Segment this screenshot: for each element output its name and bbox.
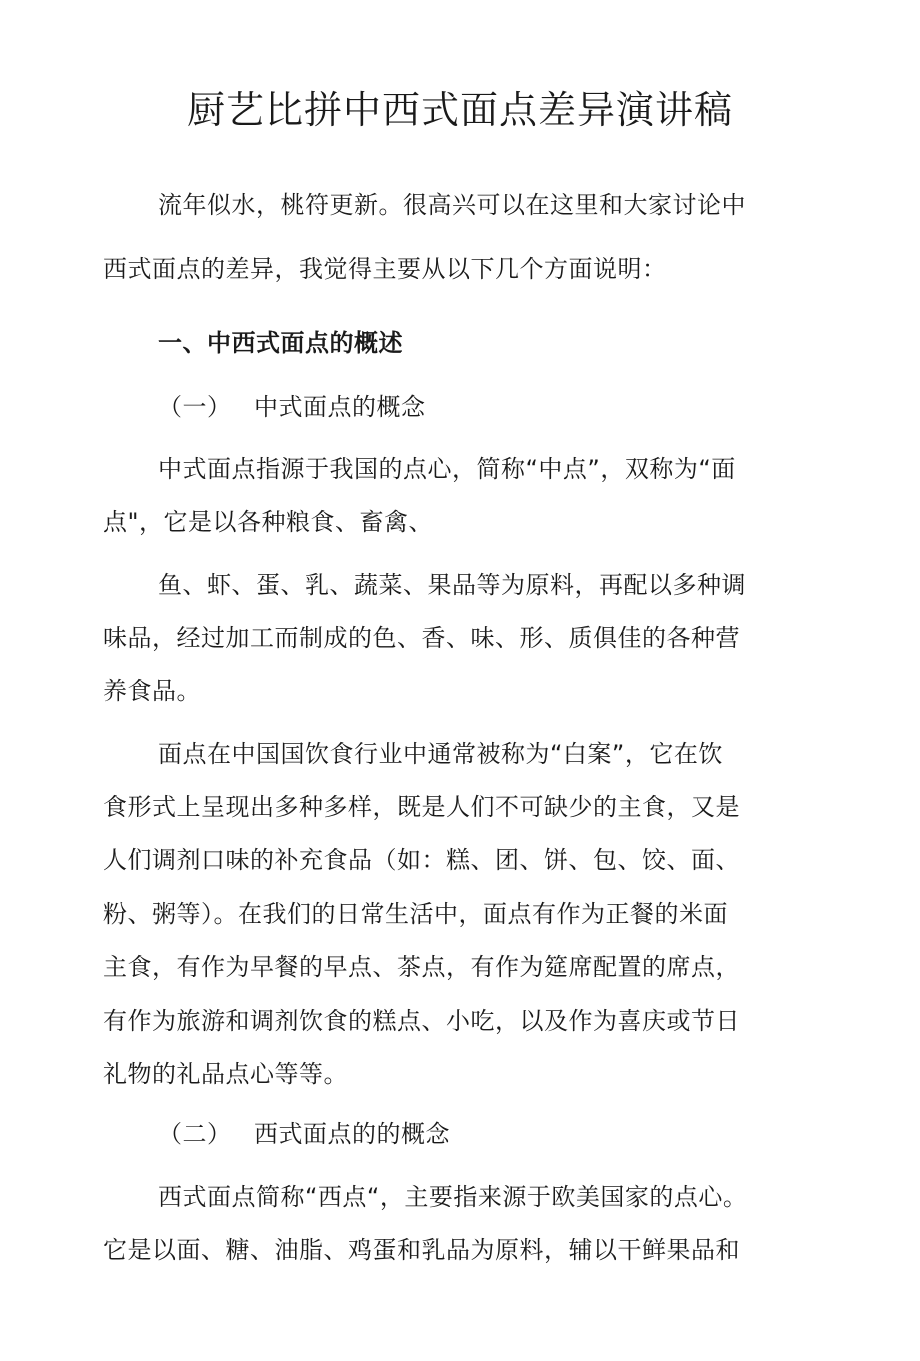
subsection-number: （二） bbox=[158, 1120, 232, 1148]
paragraph-line: 西式面点简称“西点“，主要指来源于欧美国家的点心。 bbox=[158, 1183, 748, 1211]
paragraph-line: 人们调剂口味的补充食品（如：糕、团、饼、包、饺、面、 bbox=[103, 846, 740, 874]
document-title: 厨艺比拼中西式面点差异演讲稿 bbox=[186, 88, 733, 132]
subsection-label: 中式面点的概念 bbox=[254, 393, 426, 421]
paragraph-line: 粉、粥等）。在我们的日常生活中，面点有作为正餐的米面 bbox=[103, 900, 728, 928]
paragraph-line: 味品，经过加工而制成的色、香、味、形、质俱佳的各种营 bbox=[103, 624, 740, 652]
paragraph-line: 养食品。 bbox=[103, 677, 201, 705]
paragraph-line: 主食，有作为早餐的早点、茶点，有作为筵席配置的席点， bbox=[103, 953, 740, 981]
subsection-heading-2 bbox=[158, 1117, 450, 1151]
paragraph-line: 中式面点指源于我国的点心，简称“中点”，双称为“面 bbox=[158, 455, 736, 483]
section-heading: 一、中西式面点的概述 bbox=[158, 329, 403, 357]
paragraph-line: 有作为旅游和调剂饮食的糕点、小吃，以及作为喜庆或节日 bbox=[103, 1007, 740, 1035]
subsection-number: （一） bbox=[158, 393, 232, 421]
paragraph-line: 食形式上呈现出多种多样，既是人们不可缺少的主食，又是 bbox=[103, 793, 740, 821]
paragraph-line: 礼物的礼品点心等等。 bbox=[103, 1060, 348, 1088]
subsection-label: 西式面点的的概念 bbox=[254, 1120, 450, 1148]
paragraph-line: 它是以面、糖、油脂、鸡蛋和乳品为原料，辅以干鲜果品和 bbox=[103, 1236, 740, 1264]
intro-line-2: 西式面点的差异，我觉得主要从以下几个方面说明： bbox=[103, 255, 667, 283]
subsection-heading-1 bbox=[158, 390, 426, 424]
paragraph-line: 鱼、虾、蛋、乳、蔬菜、果品等为原料，再配以多种调 bbox=[158, 571, 746, 599]
paragraph-line: 点"，它是以各种粮食、畜禽、 bbox=[103, 508, 434, 536]
paragraph-line: 面点在中国国饮食行业中通常被称为“白案”，它在饮 bbox=[158, 740, 723, 768]
intro-line-1: 流年似水，桃符更新。很高兴可以在这里和大家讨论中 bbox=[158, 191, 746, 219]
